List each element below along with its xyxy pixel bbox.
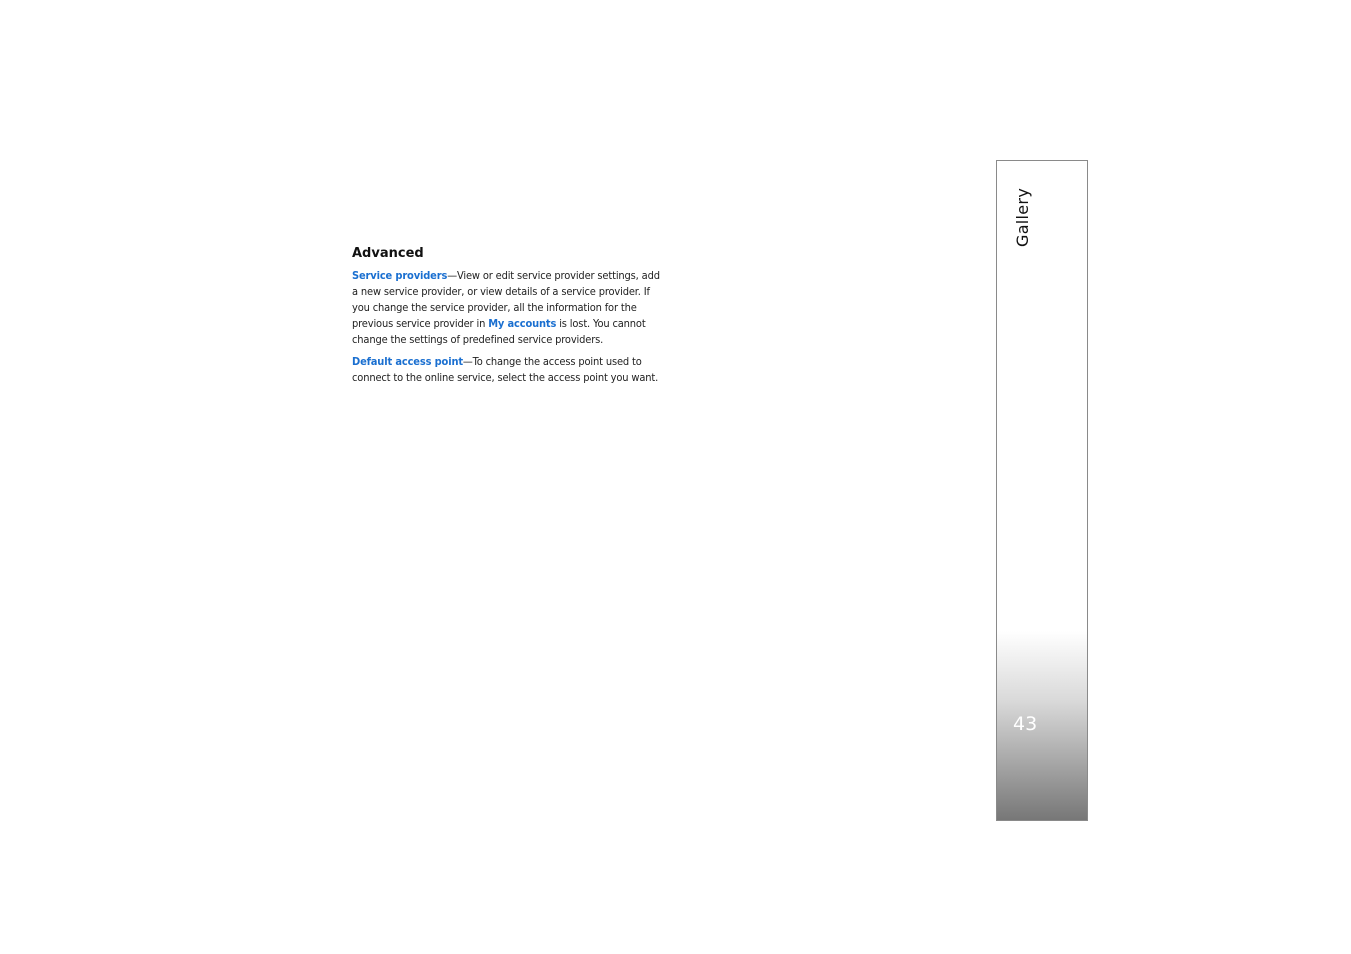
chapter-side-tab: [996, 160, 1088, 821]
service-providers-description-end: is lost. You cannot change the settings of predefined service providers.: [352, 317, 646, 346]
chapter-title: Gallery: [1013, 187, 1032, 247]
page-number: 43: [1013, 713, 1038, 735]
service-providers-description: —View or edit service provider settings, add a new service provider, or view details of a service provider. If you change the service provider, all the information for the previous service provider in: [352, 269, 660, 330]
my-accounts-term: My accounts: [488, 317, 557, 330]
section-heading: Advanced: [352, 246, 424, 261]
default-access-point-description: —To change the access point used to connect to the online service, select the access point you want.: [352, 355, 659, 384]
page-content: [352, 245, 664, 392]
default-access-point-term: Default access point: [352, 355, 463, 368]
service-providers-term: Service providers: [352, 269, 448, 282]
service-providers-paragraph: [352, 268, 664, 348]
default-access-point-paragraph: [352, 354, 664, 386]
